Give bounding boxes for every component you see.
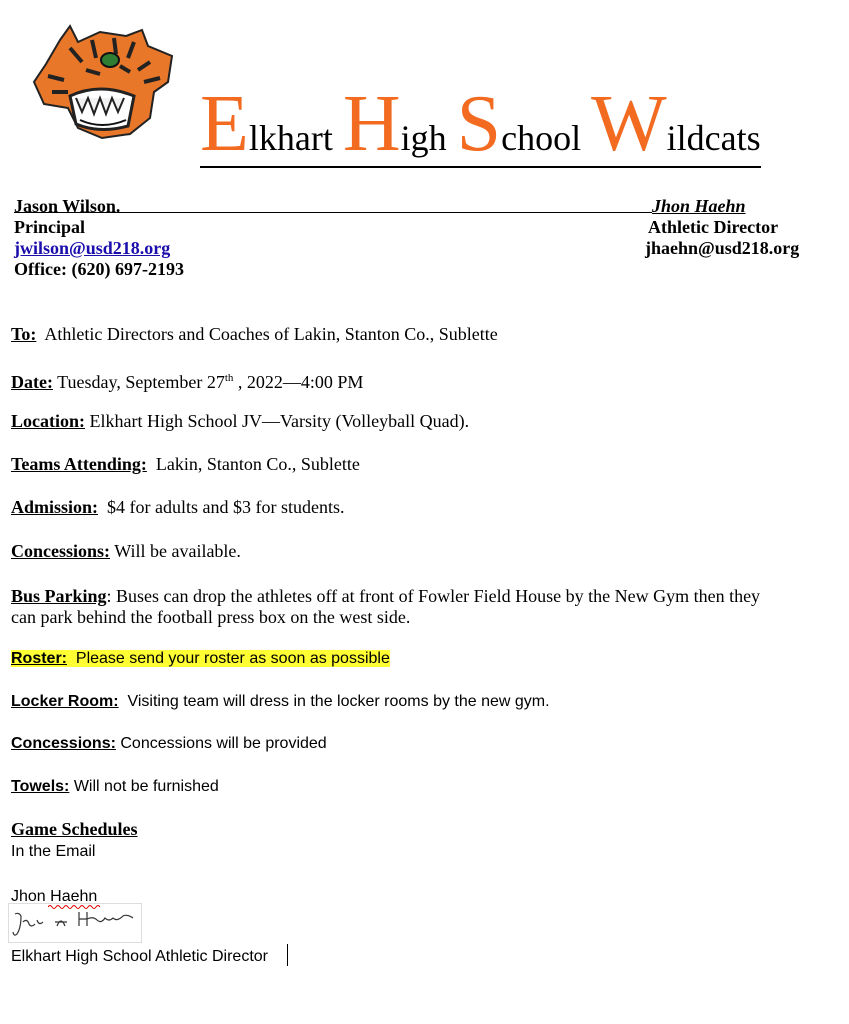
location-label: Location: xyxy=(11,411,85,431)
wildcat-mascot-logo xyxy=(30,22,180,142)
field-teams xyxy=(11,454,360,475)
principal-name: Jason Wilson. xyxy=(14,196,121,216)
schedules-heading-text: Game Schedules xyxy=(11,819,138,839)
title-word-high: igh xyxy=(400,118,447,158)
date-label: Date: xyxy=(11,372,53,392)
field-admission xyxy=(11,497,345,518)
director-contact xyxy=(645,196,799,259)
bus-parking-value-line2: can park behind the football press box on the west side. xyxy=(11,607,411,627)
principal-title: Principal xyxy=(14,217,85,237)
bus-parking-label: Bus Parking xyxy=(11,586,107,606)
closing-name: Jhon Haehn xyxy=(11,888,98,905)
field-locker-room xyxy=(11,691,550,712)
director-email: jhaehn@usd218.org xyxy=(645,238,800,258)
admission-label: Admission: xyxy=(11,497,99,517)
principal-email-link[interactable]: jwilson@usd218.org xyxy=(14,238,171,258)
field-concessions-2 xyxy=(11,733,327,754)
schedules-value: In the Email xyxy=(11,843,96,860)
title-initial-e: E xyxy=(200,80,249,168)
title-word-school: chool xyxy=(501,118,582,158)
teams-label: Teams Attending: xyxy=(11,454,147,474)
concessions2-value: Concessions will be provided xyxy=(120,735,327,752)
title-initial-w: W xyxy=(591,80,667,168)
director-name: Jhon Haehn xyxy=(652,196,746,216)
locker-room-label: Locker Room: xyxy=(11,693,119,710)
roster-label: Roster: xyxy=(11,650,68,667)
admission-value: $4 for adults and $3 for students. xyxy=(107,497,345,517)
location-value: Elkhart High School JV—Varsity (Volleyball Quad). xyxy=(89,411,470,431)
director-title: Athletic Director xyxy=(648,217,779,237)
schedules-heading xyxy=(11,819,138,840)
title-initial-s: S xyxy=(456,80,502,168)
towels-value: Will not be furnished xyxy=(73,778,219,795)
closing-title: Elkhart High School Athletic Director xyxy=(11,948,268,965)
field-bus-parking xyxy=(11,586,760,628)
handwritten-signature xyxy=(8,903,142,943)
to-label: To: xyxy=(11,324,37,344)
concessions-label: Concessions: xyxy=(11,541,111,561)
locker-room-value: Visiting team will dress in the locker rooms by the new gym. xyxy=(127,693,550,710)
towels-label: Towels: xyxy=(11,778,70,795)
school-title xyxy=(200,80,761,168)
field-concessions xyxy=(11,541,241,562)
field-location xyxy=(11,411,469,432)
date-value: Tuesday, September 27 xyxy=(57,372,225,392)
to-value: Athletic Directors and Coaches of Lakin, Stanton Co., Sublette xyxy=(44,324,498,344)
date-suffix: th xyxy=(224,372,234,384)
roster-value: Please send your roster as soon as possible xyxy=(75,650,390,667)
teams-value: Lakin, Stanton Co., Sublette xyxy=(155,454,360,474)
header-divider xyxy=(14,212,652,213)
title-word-wildcats: ildcats xyxy=(666,118,761,158)
date-value-rest: , 2022—4:00 PM xyxy=(237,372,364,392)
title-initial-h: H xyxy=(342,80,401,168)
field-roster xyxy=(11,648,390,669)
concessions-value: Will be available. xyxy=(114,541,241,561)
field-to xyxy=(11,324,498,345)
principal-office: Office: (620) 697-2193 xyxy=(14,259,184,279)
bus-parking-value: : Buses can drop the athletes off at front of Fowler Field House by the New Gym then they xyxy=(106,586,761,606)
text-cursor xyxy=(287,944,288,966)
title-word-elkhart: lkhart xyxy=(248,118,333,158)
concessions2-label: Concessions: xyxy=(11,735,116,752)
field-towels xyxy=(11,776,219,797)
field-date xyxy=(11,368,363,393)
principal-contact xyxy=(14,196,184,280)
